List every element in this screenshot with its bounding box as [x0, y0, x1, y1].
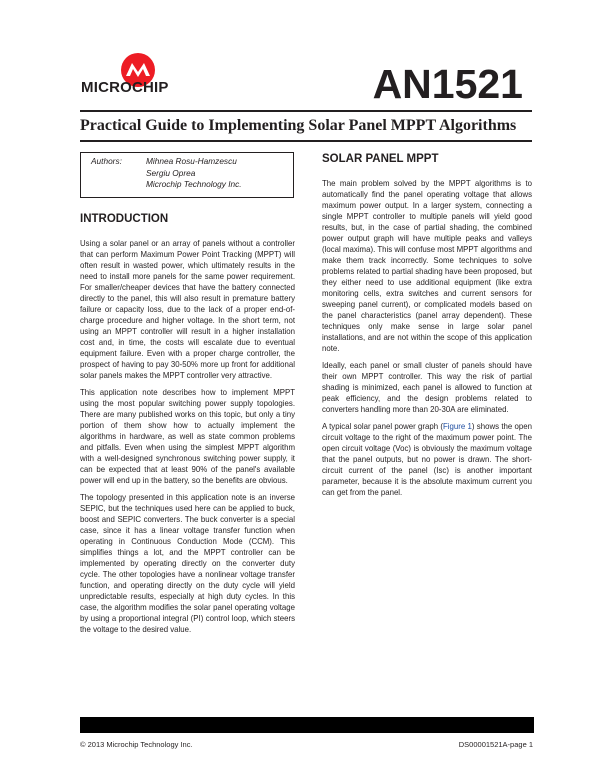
- paragraph: [322, 421, 532, 498]
- right-column: [322, 152, 532, 504]
- paragraph: The main problem solved by the MPPT algorithms is to automatically find the panel operating voltage that allows maximum power output. In a larger system, connecting a single MPPT controller to multiple panels will yield good results, but, in the case of partial shading, the combined power output graph will have multiple peaks and valleys (local maxima). This will confuse most MPPT algorithms and make them track incorrectly. Some techniques to solve problems related to partial shading have been proposed, but they either need to use additional equipment (like extra monitoring cells, extra switches and current sensors for sweeping panel current), or complicated models based on the panel characteristics (panel array dependent). These techniques only make sense in large solar panel installations, and are not within the scope of this application note.: [322, 179, 532, 353]
- figure-1-link[interactable]: Figure 1: [443, 422, 472, 431]
- authors-names: [146, 156, 242, 191]
- author-name: Sergiu Oprea: [146, 167, 196, 178]
- introduction-heading: INTRODUCTION: [80, 213, 169, 225]
- header-rule: [80, 110, 532, 112]
- left-column: [80, 207, 295, 641]
- author-name: Mihnea Rosu-Hamzescu: [146, 156, 237, 166]
- solar-panel-mppt-heading: SOLAR PANEL MPPT: [322, 153, 439, 165]
- paragraph: Using a solar panel or an array of panels without a controller that can perform Maximum Power Point Tracking (MPPT) will often result in wasted power, which ultimately results in the need to install more panels for the same power requirement. For smaller/cheaper devices that have the battery connected directly to the panel, this will also result in premature battery failure or capacity loss, due to the lack of a proper end-of-charge procedure and higher voltage. In the short term, not using an MPPT controller will result in a higher installation cost and, in time, the costs will escalate due to eventual equipment failure. Even with a proper charge controller, the prospect of having to pay 30-50% more up front for additional solar panels makes the MPPT controller very attractive.: [80, 239, 295, 380]
- authors-box: [80, 152, 294, 198]
- author-affiliation: Microchip Technology Inc.: [146, 179, 242, 189]
- microchip-logo: [80, 52, 160, 104]
- paragraph: This application note describes how to implement MPPT using the most popular switching power supply topologies. There are many published works on this topic, but only a tiny portion of them show how to actually implement the algorithms in hardware, as well as state common problems and pitfalls. Even when using the simplest MPPT algorithm with a well-designed synchronous switching power supply, it can be expected that at least 90% of the panel's available power will end up in the battery, so the benefits are obvious.: [80, 388, 295, 485]
- paragraph: Ideally, each panel or small cluster of panels should have their own MPPT controller. This way the risk of partial shading is minimized, each panel is allowed to function at peak efficiency, and the design problems related to converters handling more than 20-30A are eliminated.: [322, 361, 532, 414]
- paragraph: The topology presented in this application note is an inverse SEPIC, but the techniques used here can be applied to buck, boost and SEPIC converters. The buck converter is a special case, since it has a linear voltage transfer function when operating in Continuous Conduction Mode (CCM). This simplifies things a lot, and the MPPT controller can be implemented by operating directly on the converter duty cycle. The other topologies have a nonlinear voltage transfer function, and operating directly on the duty cycle will yield unpredictable results, especially at high duty cycles. In this case, the algorithm modifies the solar panel operating voltage by using a proportional integral (PI) control loop, which steers the voltage to the desired value.: [80, 493, 295, 634]
- document-number: AN1521: [372, 61, 523, 107]
- footer-page-number: DS00001521A-page 1: [458, 740, 533, 749]
- paragraph-text: A typical solar panel power graph (: [322, 422, 444, 431]
- title-rule: [80, 140, 532, 142]
- brand-name: MICROCHIP: [81, 79, 169, 96]
- authors-label: Authors:: [91, 156, 122, 166]
- paragraph-text: ) shows the open circuit voltage to the right of the maximum power point. The open circuit voltage (Voc) is obviously the maximum voltage that the panel outputs, but no power is drawn. The short-circuit current of the panel (Isc) is another important parameter, because it is the absolute maximum current you can get from the panel.: [322, 422, 532, 497]
- footer-bar: [80, 717, 534, 733]
- footer-copyright: © 2013 Microchip Technology Inc.: [80, 740, 193, 749]
- document-title: Practical Guide to Implementing Solar Panel MPPT Algorithms: [80, 117, 517, 134]
